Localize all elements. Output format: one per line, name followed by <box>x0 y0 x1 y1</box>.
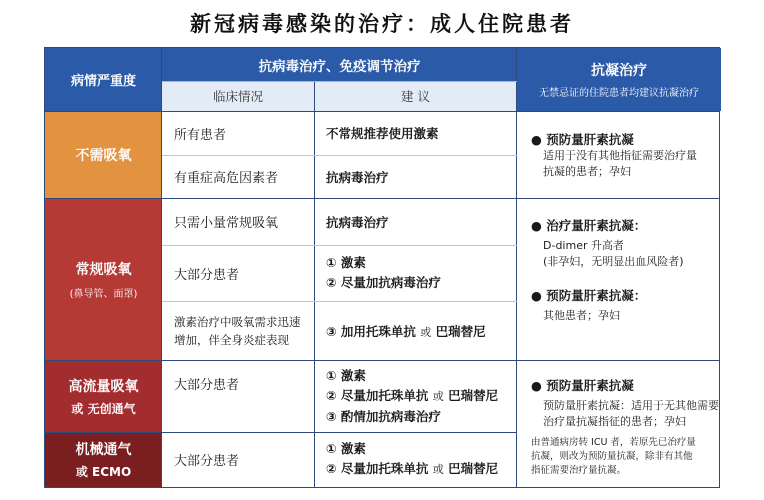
anticoag-a3-head: ● 预防量肝素抗凝： <box>531 288 647 303</box>
treatment-table <box>44 47 720 488</box>
grid-hline-r6 <box>45 432 517 433</box>
header-antiviral-group: 抗病毒治疗、免疫调节治疗 <box>162 48 517 81</box>
row6-advice-2b: 巴瑞替尼 <box>448 387 499 403</box>
row7-advice-2b: 巴瑞替尼 <box>448 461 499 476</box>
row1-advice: 不常规推荐使用激素 <box>326 126 439 141</box>
grid-vline-2 <box>314 81 315 487</box>
grid-hline-r1 <box>162 155 517 156</box>
row5-clinical <box>162 301 314 360</box>
anticoag-a4-n3: 指征需要治疗量抗凝。 <box>531 465 627 476</box>
row4-advice-2: ② 尽量加抗病毒治疗 <box>326 275 441 290</box>
anticoag-a1-d2: 抗凝的患者；孕妇 <box>543 164 631 178</box>
grid-hline-r5 <box>45 360 719 361</box>
row7-advice <box>314 432 517 487</box>
anticoag-high-flow-ventilation <box>517 360 721 487</box>
row3-advice: 抗病毒治疗 <box>326 214 389 230</box>
header-advice: 建 议 <box>314 81 517 111</box>
anticoag-a2-head: ● 治疗量肝素抗凝： <box>531 218 647 233</box>
severity-high-flow-or: 或 无创通气 <box>71 401 136 416</box>
header-anticoag <box>517 48 721 111</box>
severity-high-flow-label: 高流量吸氧 <box>68 378 139 395</box>
anticoag-a2-d2: (非孕妇，无明显出血风险者) <box>543 255 684 268</box>
severity-ventilation <box>45 432 162 487</box>
severity-regular-oxygen <box>45 198 162 360</box>
anticoag-a4-n1: 由普通病房转 ICU 者，若原先已治疗量 <box>531 437 696 448</box>
anticoag-a2-d1: D-dimer 升高者 <box>543 239 624 252</box>
row7-advice-or: 或 <box>432 463 444 476</box>
row6-advice-3: ③ 酌情加抗病毒治疗 <box>326 408 441 424</box>
row3-clinical: 只需小量常规吸氧 <box>174 216 279 231</box>
severity-regular-oxygen-label: 常规吸氧 <box>75 261 132 278</box>
severity-no-oxygen <box>45 111 162 198</box>
severity-no-oxygen-label: 不需吸氧 <box>75 147 132 164</box>
severity-regular-oxygen-sub: (鼻导管、面罩) <box>69 288 138 300</box>
grid-vline-3 <box>516 48 517 487</box>
row5-clinical-2: 增加，伴全身炎症表现 <box>174 332 289 347</box>
row2-clinical: 有重症高危因素者 <box>174 171 279 186</box>
row6-clinical: 大部分患者 <box>174 378 240 393</box>
row1-clinical: 所有患者 <box>174 127 227 143</box>
anticoag-a1-d1: 适用于没有其他指征需要治疗量 <box>543 148 697 162</box>
row4-advice-1: ① 激素 <box>326 255 366 270</box>
anticoag-regular-oxygen <box>517 198 721 360</box>
anticoag-a4-head: ● 预防量肝素抗凝 <box>531 378 634 393</box>
row2-advice: 抗病毒治疗 <box>326 169 389 185</box>
row7-advice-1: ① 激素 <box>326 441 366 456</box>
row5-clinical-1: 激素治疗中吸氧需求迅速 <box>174 314 301 329</box>
row6-advice <box>314 360 517 432</box>
grid-hline-r4 <box>162 301 517 302</box>
severity-ventilation-label: 机械通气 <box>75 442 132 458</box>
severity-high-flow <box>45 360 162 432</box>
anticoag-a1-head: ● 预防量肝素抗凝 <box>531 131 634 147</box>
severity-ventilation-or: 或 ECMO <box>75 465 132 479</box>
anticoag-a4-n2: 抗凝，则改为预防量抗凝，除非有其他 <box>531 451 693 462</box>
anticoag-no-oxygen <box>517 111 721 198</box>
grid-hline-r3 <box>162 245 517 246</box>
row5-advice-or: 或 <box>420 325 432 339</box>
grid-vline-1 <box>161 48 162 487</box>
grid-hline-header <box>45 111 719 112</box>
header-anticoag-title: 抗凝治疗 <box>591 63 647 79</box>
anticoag-a4-d2: 治疗量抗凝指征的患者；孕妇 <box>543 415 686 428</box>
row5-advice-a: ③ 加用托珠单抗 <box>326 323 416 339</box>
header-clinical: 临床情况 <box>162 81 314 111</box>
row6-advice-or: 或 <box>432 389 444 403</box>
row7-advice-2a: ② 尽量加托珠单抗 <box>326 461 429 476</box>
row5-advice <box>314 301 517 360</box>
grid-hline-r2 <box>45 198 719 199</box>
row5-advice-b: 巴瑞替尼 <box>435 323 486 339</box>
header-anticoag-sub: 无禁忌证的住院患者均建议抗凝治疗 <box>539 88 699 99</box>
row4-clinical: 大部分患者 <box>174 267 240 283</box>
anticoag-a4-d1: 预防量肝素抗凝：适用于无其他需要 <box>543 399 719 412</box>
header-severity: 病情严重度 <box>45 48 162 111</box>
row6-advice-1: ① 激素 <box>326 367 366 383</box>
page-title: 新冠病毒感染的治疗：成人住院患者 <box>190 11 574 36</box>
row7-clinical: 大部分患者 <box>174 454 240 469</box>
grid-hline-subheader <box>162 81 517 82</box>
row6-advice-2a: ② 尽量加托珠单抗 <box>326 387 429 403</box>
row4-advice <box>314 245 517 301</box>
anticoag-a3-d1: 其他患者；孕妇 <box>543 309 620 322</box>
